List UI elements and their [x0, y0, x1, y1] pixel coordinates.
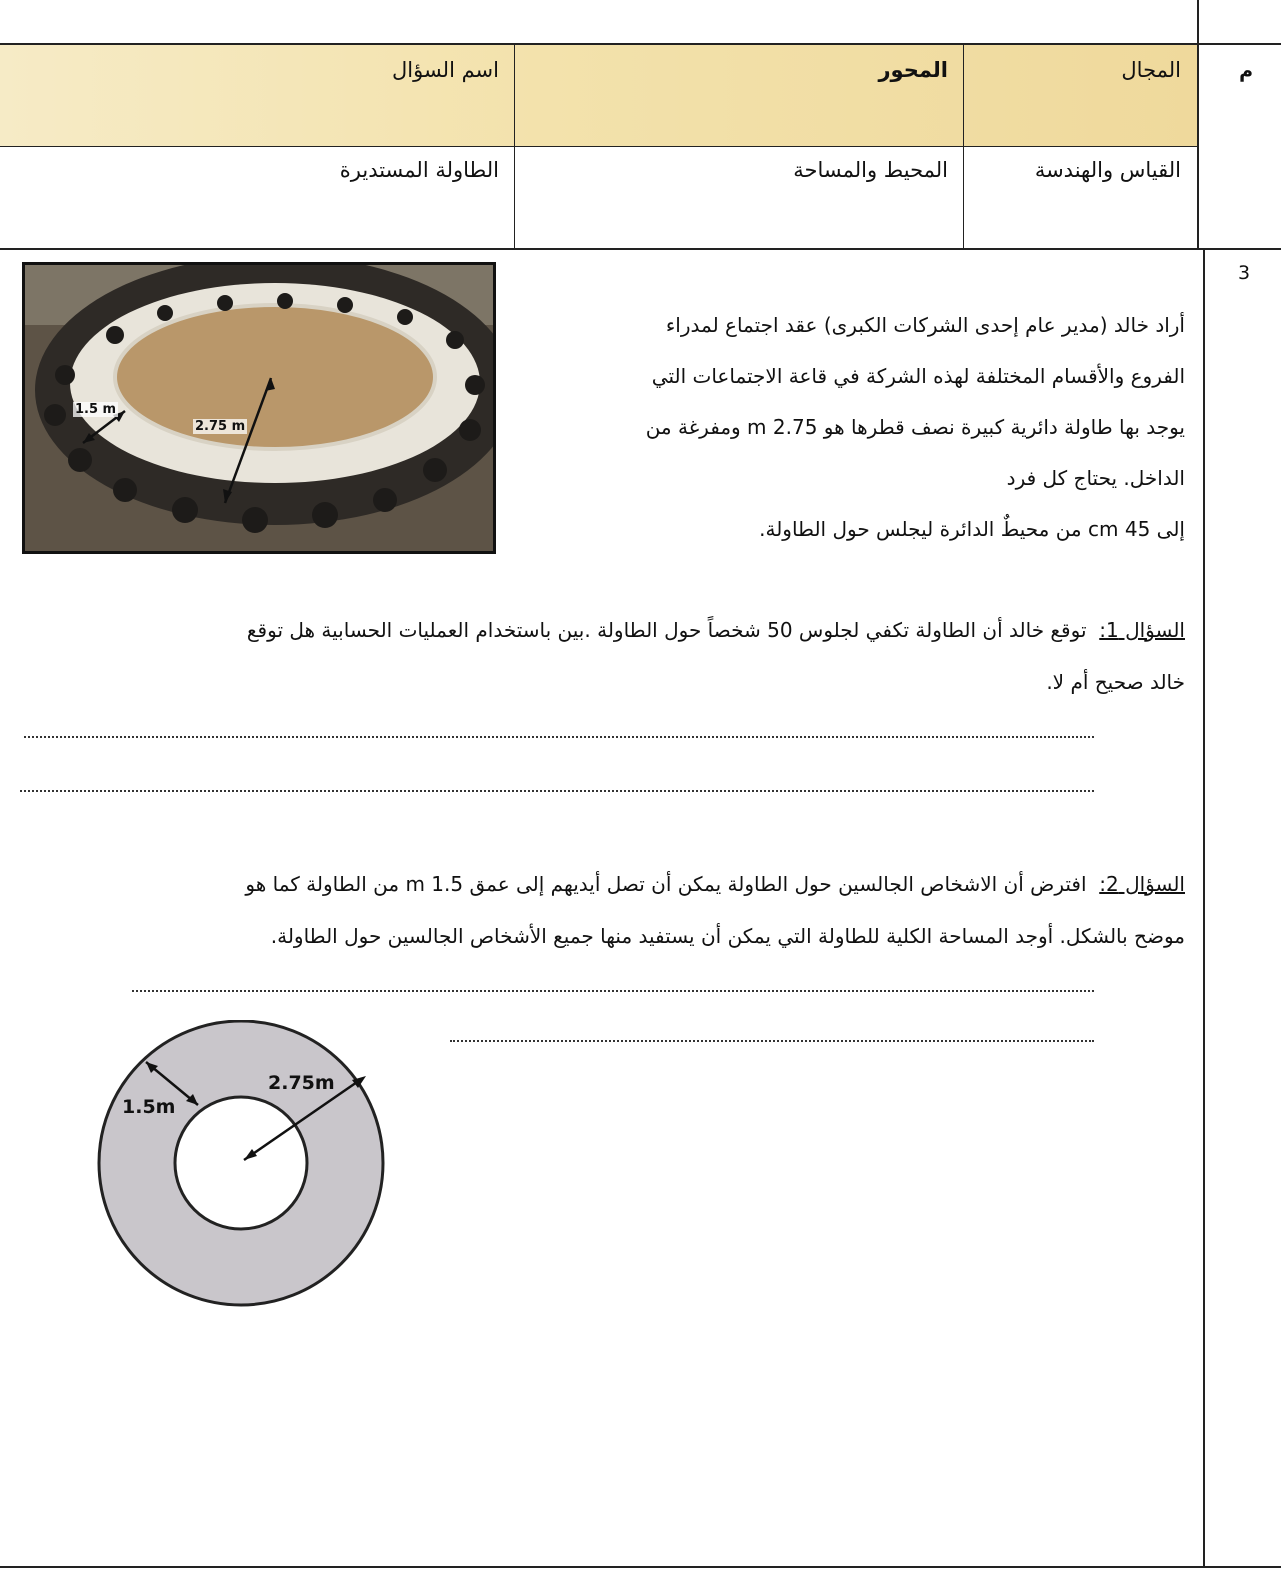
intro-paragraph	[505, 300, 1185, 555]
axis-value: المحيط والمساحة	[793, 158, 948, 182]
meeting-room-photo	[22, 262, 496, 554]
answer-line-4[interactable]	[450, 1040, 1094, 1042]
question-name-header: اسم السؤال	[392, 58, 499, 82]
domain-value: القياس والهندسة	[1034, 158, 1181, 182]
photo-radius-label: 2.75 m	[195, 419, 246, 434]
column-divider-domain	[963, 44, 964, 249]
axis-header: المحور	[878, 58, 948, 82]
intro-line: الفروع والأقسام المختلفة لهذه الشركة في قاعة الاجتماعات التي	[651, 364, 1185, 388]
answer-line-1[interactable]	[24, 736, 1094, 738]
ring-diagram	[96, 1020, 396, 1320]
question-1-label: السؤال 1:	[1099, 618, 1185, 642]
intro-line: إلى 45 cm من محيطٌ الدائرة ليجلس حول الطاولة.	[759, 517, 1185, 541]
answer-line-3[interactable]	[132, 990, 1094, 992]
diagram-depth-label: 1.5m	[122, 1096, 176, 1118]
photo-depth-label: 1.5 m	[75, 402, 117, 417]
question-1-line-2: خالد صحيح أم لا.	[1046, 670, 1185, 694]
inner-circle	[175, 1097, 307, 1229]
diagram-radius-label: 2.75m	[268, 1072, 335, 1094]
table-border-row-bottom	[0, 248, 1281, 250]
table-border-header-bottom	[0, 146, 1198, 147]
table-border-top	[0, 43, 1281, 45]
header-row-background	[0, 44, 1198, 146]
question-index: 3	[1238, 262, 1251, 284]
question-2-line-2: موضح بالشكل. أوجد المساحة الكلية للطاولة التي يمكن أن يستفيد منها جميع الأشخاص الجالسين حول الطاولة.	[270, 924, 1185, 948]
table-border-bottom	[0, 1566, 1281, 1568]
question-2-line-1: السؤال 2: افترض أن الاشخاص الجالسين حول الطاولة يمكن أن تصل أيديهم إلى عمق 1.5 m من الطاولة كما هو	[245, 872, 1185, 896]
column-divider-index-body	[1203, 250, 1205, 1568]
intro-line: أراد خالد (مدير عام إحدى الشركات الكبرى) عقد اجتماع لمدراء	[665, 313, 1185, 337]
answer-line-2[interactable]	[20, 790, 1094, 792]
index-header: م	[1239, 60, 1253, 82]
column-divider-index-top	[1197, 0, 1199, 250]
question-1	[15, 604, 1185, 708]
question-name-value: الطاولة المستديرة	[339, 158, 499, 182]
domain-header: المجال	[1121, 58, 1181, 82]
intro-line: يوجد بها طاولة دائرية كبيرة نصف قطرها هو 2.75 m ومفرغة من	[645, 415, 1185, 439]
question-2	[15, 858, 1185, 962]
intro-line: الداخل. يحتاج كل فرد	[1006, 466, 1185, 490]
question-2-label: السؤال 2:	[1099, 872, 1185, 896]
question-1-line-1: السؤال 1: توقع خالد أن الطاولة تكفي لجلوس 50 شخصاً حول الطاولة .بين باستخدام العمليات الحسابية هل توقع	[246, 618, 1185, 642]
column-divider-axis	[514, 44, 515, 249]
